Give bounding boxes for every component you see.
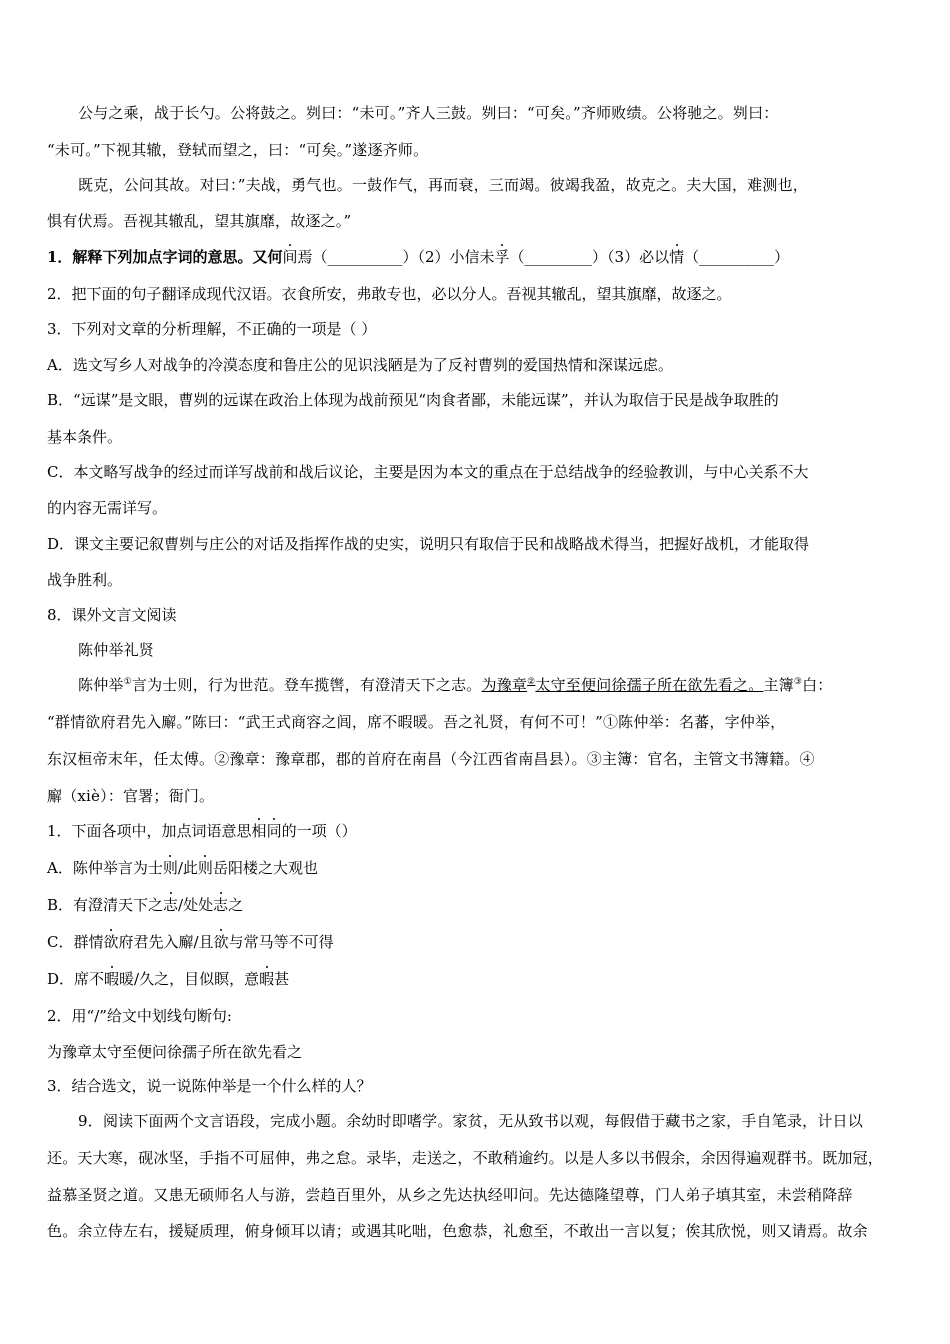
dotted-char: 欲 <box>213 933 229 951</box>
question2: 2．把下面的句子翻译成现代汉语。衣食所安，弗敢专也，必以分人。吾视其辙乱，望其旗靡，故逐之。 <box>47 285 732 303</box>
option-c-line2: 的内容无需详写。 <box>47 499 168 517</box>
underlined-sentence: 太守至便问徐孺子所在欲先看之。 <box>535 676 764 694</box>
dotted-char: 同 <box>266 822 282 840</box>
section8-title: 陈仲举礼贤 <box>78 641 155 659</box>
footnote-mark: ② <box>527 677 536 687</box>
dotted-char: 孚 <box>494 248 510 266</box>
option-d-line1: D．课文主要记叙曹刿与庄公的对话及指挥作战的史实，说明只有取信于民和战略战术得当，把握好战机，才能取得 <box>47 535 810 553</box>
q-text: 的一项（） <box>281 822 357 840</box>
q1-text-c: （_________）（3）必以 <box>509 248 670 266</box>
option-text: 之 <box>228 896 244 914</box>
section8-question3: 3．结合选文，说一说陈仲举是一个什么样的人？ <box>47 1077 372 1095</box>
dotted-char: 情 <box>669 248 685 266</box>
passage-text: 陈仲举 <box>78 676 124 694</box>
section8-option-d <box>47 969 289 989</box>
option-text: 与常马等不可得 <box>228 933 334 951</box>
passage1-line2: “未可。”下视其辙，登轼而望之，曰：“可矣。”遂逐齐师。 <box>47 141 429 159</box>
option-text: C．群情 <box>47 933 104 951</box>
dotted-char: 则 <box>162 859 178 877</box>
option-text: A．陈仲举言为士 <box>47 859 163 877</box>
option-text: D．席不 <box>47 970 105 988</box>
section8-passage-line3: 东汉桓帝末年，任太傅。②豫章：豫章郡，郡的首府在南昌（今江西省南昌县）。③主簿：官名，主管文书簿籍。④ <box>47 750 815 768</box>
option-text: 府君先入廨/且 <box>118 933 214 951</box>
dotted-char: 则 <box>197 859 213 877</box>
option-d-line2: 战争胜利。 <box>47 571 123 589</box>
section8-question2-sentence: 为豫章太守至便问徐孺子所在欲先看之 <box>47 1043 303 1061</box>
option-text: B．有澄清天下之 <box>47 896 164 914</box>
dotted-char: 暇 <box>104 970 120 988</box>
section9-line4: 色。余立侍左右，援疑质理，俯身倾耳以请；或遇其叱咄，色愈恭，礼愈至，不敢出一言以复；俟其欣悦，则又请焉。故余 <box>47 1222 868 1240</box>
footnote-mark: ① <box>123 677 132 687</box>
q1-text-a: 1．解释下列加点字词的意思。又何 <box>47 248 283 266</box>
q-text: 1．下面各项中，加点词语意思 <box>47 822 252 840</box>
option-b-line2: 基本条件。 <box>47 428 123 446</box>
passage-text: 主簿 <box>763 676 794 694</box>
section8-option-a <box>47 858 318 878</box>
passage-text: 白： <box>802 676 833 694</box>
section8-option-c <box>47 932 334 952</box>
dotted-char: 志 <box>213 896 229 914</box>
passage1-line3: 既克，公问其故。对曰：”夫战，勇气也。一鼓作气，再而衰，三而竭。彼竭我盈，故克之。夫大国，难测也， <box>78 176 808 194</box>
option-text: 岳阳楼之大观也 <box>212 859 318 877</box>
section8-passage-line4: 廨（xiè）：官署；衙门。 <box>47 787 215 805</box>
passage1-line4: 惧有伏焉。吾视其辙乱，望其旗靡，故逐之。” <box>47 212 352 230</box>
option-text: 暖/久之，目似瞑，意 <box>119 970 260 988</box>
underlined-sentence: 为豫章 <box>481 676 528 694</box>
footnote-mark: ③ <box>793 677 803 687</box>
section8-passage-line2: “群情欲府君先入廨。”陈曰：“武王式商容之闾，席不暇暖。吾之礼贤，有何不可！”①陈仲举：名蕃，字仲举， <box>47 713 786 731</box>
q1-text-b: 焉（__________）（2）小信未 <box>297 248 495 266</box>
q1-text-d: （__________） <box>684 248 790 266</box>
option-c-line1: C．本文略写战争的经过而详写战前和战后议论，主要是因为本文的重点在于总结战争的经验教训，与中心关系不大 <box>47 463 809 481</box>
option-b-line1: B．“远谋”是文眼，曹刿的远谋在政治上体现为战前预见“肉食者鄙，未能远谋”，并认为取信于民是战争取胜的 <box>47 391 779 409</box>
section8-question2: 2．用“/”给文中划线句断句: <box>47 1007 232 1025</box>
section9-line3: 益慕圣贤之道。又患无硕师名人与游，尝趋百里外，从乡之先达执经叩问。先达德隆望尊，门人弟子填其室，未尝稍降辞 <box>47 1186 853 1204</box>
passage-text: 言为士则，行为世范。登车揽辔，有澄清天下之志。 <box>131 676 482 694</box>
section9-line1: 9．阅读下面两个文言语段，完成小题。余幼时即嗜学。家贫，无从致书以观，每假借于藏书之家，手自笔录，计日以 <box>78 1112 863 1130</box>
passage1-line1: 公与之乘，战于长勺。公将鼓之。刿曰：“未可。”齐人三鼓。刿曰：“可矣。”齐师败绩。公将驰之。刿曰： <box>78 104 779 122</box>
section8-heading: 8．课外文言文阅读 <box>47 606 177 624</box>
dotted-char: 相 <box>251 822 267 840</box>
dotted-char: 志 <box>163 896 179 914</box>
option-a: A．选文写乡人对战争的冷漠态度和鲁庄公的见识浅陋是为了反衬曹刿的爱国热情和深谋远虑。 <box>47 356 673 374</box>
section8-passage-line1 <box>47 675 833 695</box>
option-text: 甚 <box>274 970 290 988</box>
option-text: /处处 <box>178 896 214 914</box>
dotted-char: 间 <box>282 248 298 266</box>
section9-line2: 还。天大寒，砚冰坚，手指不可屈伸，弗之怠。录毕，走送之，不敢稍逾约。以是人多以书假余，余因得遍观群书。既加冠， <box>47 1149 884 1167</box>
section8-question1 <box>47 821 357 841</box>
question3: 3．下列对文章的分析理解，不正确的一项是（ ） <box>47 320 377 338</box>
dotted-char: 暇 <box>259 970 275 988</box>
dotted-char: 欲 <box>103 933 119 951</box>
option-text: /此 <box>177 859 198 877</box>
question1 <box>47 247 789 267</box>
section8-option-b <box>47 895 243 915</box>
